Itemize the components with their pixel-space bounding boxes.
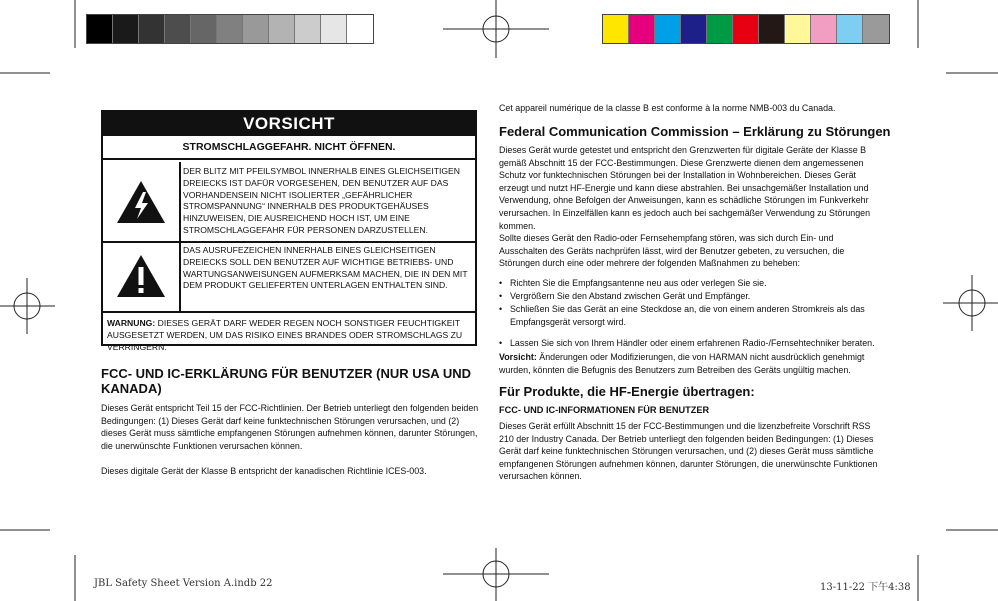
bullet-icon: • bbox=[499, 278, 503, 288]
warning-label: WARNUNG: bbox=[107, 318, 156, 328]
color-swatch bbox=[707, 15, 733, 43]
color-swatch bbox=[243, 15, 269, 43]
lightning-triangle-icon bbox=[115, 179, 167, 225]
ices-paragraph: Dieses digitale Gerät der Klasse B entspricht der kanadischen Richtlinie ICES-003. bbox=[101, 466, 427, 476]
color-swatch bbox=[759, 15, 785, 43]
ic-info-paragraph: Dieses Gerät erfüllt Abschnitt 15 der FCC-Bestimmungen und die lizenzbefreite Vorschrift RSS 210 der Industry Canada. Der Betrieb unterliegt den folgenden beiden Bedingungen: (1) Dieses Gerät darf keine funktechnischen Störungen verursachen, und (2) dieses Gerät muss sämtliche empfangenen Störungen aufnehmen können, darunter Störungen, die unerwünschte Funktionen verursachen können. bbox=[499, 421, 878, 482]
color-swatch bbox=[811, 15, 837, 43]
color-swatch bbox=[681, 15, 707, 43]
registration-target-icon bbox=[443, 548, 549, 601]
color-swatch bbox=[785, 15, 811, 43]
canada-compliance-line: Cet appareil numérique de la classe B est conforme à la norme NMB-003 du Canada. bbox=[499, 103, 836, 113]
fcc-ic-paragraph: Dieses Gerät entspricht Teil 15 der FCC-Richtlinien. Der Betrieb unterliegt den folgenden beiden Bedingungen: (1) Dieses Gerät darf keine funktechnischen Störungen verursachen, und (2) dieses Gerät muss sämtliche empfangenen Störungen aufnehmen können, darunter Störungen, die unerwünschte Funktionen verursachen können. bbox=[101, 403, 479, 451]
bullet-icon: • bbox=[499, 304, 503, 314]
interference-paragraph: Sollte dieses Gerät den Radio-oder Fernsehempfang stören, was sich durch Ein- und Ausschalten des Geräts nachprüfen lässt, wird der Benutzer gebeten, zu versuchen, die Störungen durch eine oder mehrere der folgenden Maßnahmen zu beheben: bbox=[499, 233, 845, 269]
list-item: • Richten Sie die Empfangsantenne neu aus oder verlegen Sie sie. bbox=[499, 278, 767, 288]
color-swatch bbox=[113, 15, 139, 43]
fcc-statement-paragraph: Dieses Gerät wurde getestet und entspricht den Grenzwerten für digitale Geräte der Klasse B gemäß Abschnitt 15 der FCC-Bestimmungen. Diese Grenzwerte dienen dem angemessenen Schutz vor funktechnischen Störungen bei der Installation in Wohnbereichen. Dieses Gerät erzeugt und nutzt HF-Energie und kann diese abstrahlen. Bei unsachgemäßer Installation und Verwendung, ohne Befolgen der Anweisungen, kann es schädliche Störungen im Funkverkehr verursachen. In Einzelfällen kann es jedoch auch bei sachgemäßer Verwendung zu Störungen kommen. bbox=[499, 145, 871, 231]
color-swatch bbox=[165, 15, 191, 43]
color-swatch bbox=[321, 15, 347, 43]
bullet-icon: • bbox=[499, 338, 503, 348]
color-swatch bbox=[87, 15, 113, 43]
caution-title: VORSICHT bbox=[103, 112, 475, 136]
color-swatch bbox=[837, 15, 863, 43]
registration-target-icon bbox=[443, 0, 549, 58]
bullet-icon: • bbox=[499, 291, 503, 301]
registration-target-icon bbox=[943, 275, 998, 331]
ic-info-heading: FCC- UND IC-INFORMATIONEN FÜR BENUTZER bbox=[499, 405, 710, 415]
footer-filename: JBL Safety Sheet Version A.indb 22 bbox=[94, 578, 273, 589]
caution-paragraph: Vorsicht: Änderungen oder Modifizierungen, die von HARMAN nicht ausdrücklich genehmigt wurden, könnten die Befugnis des Benutzers zum Betreiben des Geräts ungültig machen. bbox=[499, 352, 865, 375]
registration-target-icon bbox=[0, 278, 55, 334]
color-swatch bbox=[217, 15, 243, 43]
rf-products-heading: Für Produkte, die HF-Energie übertragen: bbox=[499, 384, 755, 399]
color-swatch bbox=[863, 15, 889, 43]
footer-datetime: 13-11-22 下午4:38 bbox=[820, 582, 911, 593]
fcc-ic-heading: FCC- UND IC-ERKLÄRUNG FÜR BENUTZER (NUR USA UND KANADA) bbox=[101, 366, 471, 396]
color-swatch bbox=[733, 15, 759, 43]
color-swatch bbox=[629, 15, 655, 43]
list-item: • Vergrößern Sie den Abstand zwischen Gerät und Empfänger. bbox=[499, 291, 751, 301]
color-swatch bbox=[347, 15, 373, 43]
color-swatch bbox=[269, 15, 295, 43]
color-swatch bbox=[191, 15, 217, 43]
fcc-statement-heading: Federal Communication Commission – Erklärung zu Störungen bbox=[499, 124, 891, 139]
caution-label: Vorsicht: bbox=[499, 352, 537, 362]
lightning-description: DER BLITZ MIT PFEILSYMBOL INNERHALB EINES GLEICHSEITIGEN DREIECKS IST DAFÜR VORGESEHEN, DEN BENUTZER AUF DAS VORHANDENSEIN NICHT ISOLIERTER „GEFÄHRLICHER STROMSPANNUNG“ INNERHALB DES PRODUKTGEHÄUSES HINZUWEISEN, DIE AUSREICHEND HOCH IST, UM EINE STROMSCHLAGGEFAHR FÜR PERSONEN DARZUSTELLEN. bbox=[183, 166, 460, 235]
caution-box bbox=[101, 110, 477, 352]
color-swatch bbox=[603, 15, 629, 43]
list-item: • Schließen Sie das Gerät an eine Steckdose an, die von einem anderen Stromkreis als das Empfangsgerät versorgt wird. bbox=[499, 304, 865, 327]
grayscale-color-bar bbox=[86, 14, 374, 44]
color-swatch bbox=[139, 15, 165, 43]
exclamation-triangle-icon bbox=[115, 253, 167, 299]
lightning-row bbox=[103, 162, 475, 243]
color-swatch bbox=[295, 15, 321, 43]
list-item: • Lassen Sie sich von Ihrem Händler oder einem erfahrenen Radio-/Fernsehtechniker beraten. bbox=[499, 338, 875, 348]
process-color-bar bbox=[602, 14, 890, 44]
warning-body: DIESES GERÄT DARF WEDER REGEN NOCH SONSTIGER FEUCHTIGKEIT AUSGESETZT WERDEN, UM DAS RISIKO EINES BRANDES ODER STROMSCHLAGS ZU VERRINGERN. bbox=[107, 318, 463, 352]
warning-text bbox=[107, 318, 471, 353]
exclamation-description: DAS AUSRUFEZEICHEN INNERHALB EINES GLEICHSEITIGEN DREIECKS SOLL DEN BENUTZER AUF WICHTIGE BETRIEBS- UND WARTUNGSANWEISUNGEN AUFMERKSAM MACHEN, DIE IN DEN MIT DEM PRODUKT GELIEFERTEN UNTERLAGEN ENTHALTEN SIND. bbox=[183, 245, 468, 291]
color-swatch bbox=[655, 15, 681, 43]
caution-subtitle: STROMSCHLAGGEFAHR. NICHT ÖFFNEN. bbox=[103, 136, 475, 160]
exclamation-row bbox=[103, 241, 475, 313]
